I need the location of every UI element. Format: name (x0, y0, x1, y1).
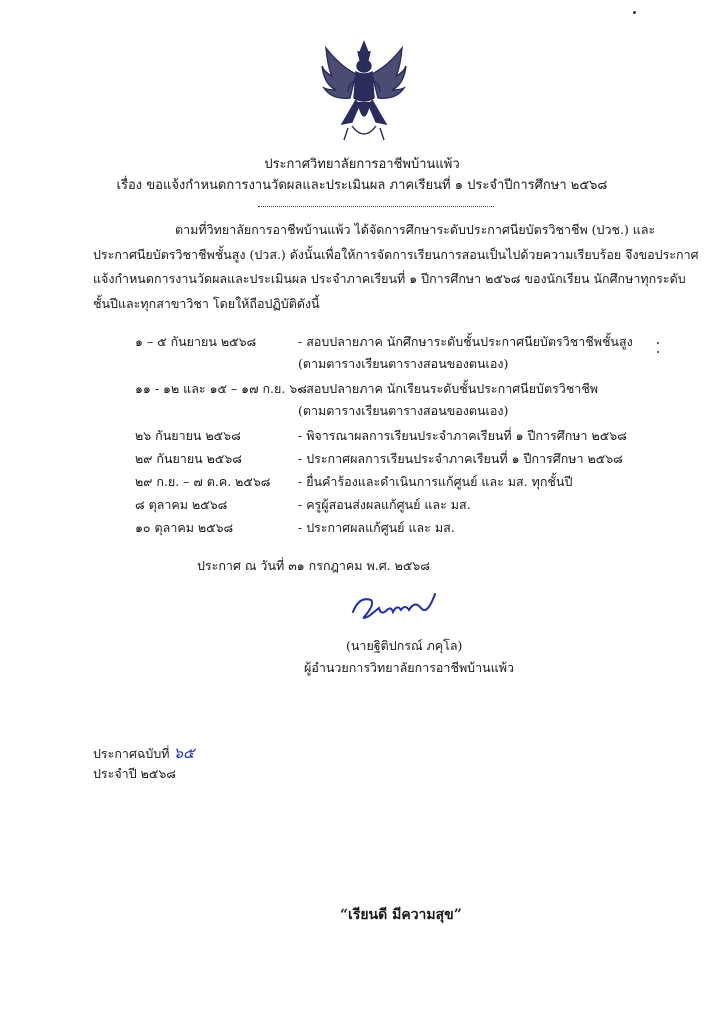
scan-speck (633, 11, 636, 14)
schedule-description: - ครูผู้สอนส่งผลแก้ศูนย์ และ มส. (298, 497, 471, 512)
signatory-name: (นายฐิติปกรณ์ ภคุโล) (346, 638, 463, 653)
schedule-description: - ประกาศผลการเรียนประจำภาคเรียนที่ ๑ ปีการศึกษา ๒๕๖๘ (298, 451, 623, 466)
body-line: ชั้นปีและทุกสาขาวิชา โดยให้ถือปฏิบัติดังนี้ (93, 295, 320, 311)
document-title: ประกาศวิทยาลัยการอาชีพบ้านแพ้ว (264, 157, 460, 172)
schedule-date: ๒๙ กันยายน ๒๕๖๘ (135, 451, 242, 466)
body-line: แจ้งกำหนดการงานวัดผลและประเมินผล ประจำภาคเรียนที่ ๑ ปีการศึกษา ๒๕๖๘ ของนักเรียน นักศึกษาทุกระดับ (93, 271, 686, 286)
schedule-date: ๒๙ ก.ย. – ๗ ต.ค. ๒๕๖๘ (135, 474, 271, 489)
body-line: ประกาศนียบัตรวิชาชีพชั้นสูง (ปวส.) ดังนั้นเพื่อให้การจัดการเรียนการสอนเป็นไปด้วยความเรียบร้อย จึงขอประกาศ (93, 246, 699, 262)
schedule-description: - ยื่นคำร้องและดำเนินการแก้ศูนย์ และ มส. ทุกชั้นปี (298, 474, 573, 489)
scan-speck (657, 351, 659, 353)
signatory-position: ผู้อำนวยการวิทยาลัยการอาชีพบ้านแพ้ว (304, 660, 514, 675)
schedule-description: - พิจารณาผลการเรียนประจำภาคเรียนที่ ๑ ปีการศึกษา ๒๕๖๘ (298, 428, 627, 443)
title-divider (258, 206, 494, 207)
schedule-note: (ตามตารางเรียนตารางสอนของตนเอง) (298, 356, 509, 371)
schedule-date: ๑๐ ตุลาคม ๒๕๖๘ (135, 520, 234, 535)
announcement-year: ประจำปี ๒๕๖๘ (93, 766, 176, 781)
body-paragraph (93, 218, 699, 316)
body-line: ตามที่วิทยาลัยการอาชีพบ้านแพ้ว ได้จัดการศึกษาระดับประกาศนียบัตรวิชาชีพ (ปวช.) และ (175, 222, 656, 237)
signature-icon (345, 586, 445, 626)
scan-speck (657, 342, 659, 344)
schedule-date: ๑ – ๕ กันยายน ๒๕๖๘ (135, 334, 257, 349)
schedule-description: - สอบปลายภาค นักเรียนระดับชั้นประกาศนียบัตรวิชาชีพ (298, 381, 599, 396)
announcement-number (93, 741, 194, 765)
garuda-emblem-icon (318, 38, 410, 148)
announcement-number-label: ประกาศฉบับที่ (93, 746, 170, 761)
schedule-date: ๒๖ กันยายน ๒๕๖๘ (135, 428, 241, 443)
announcement-number-value: ๖๕ (173, 744, 195, 762)
schedule-description: - ประกาศผลแก้ศูนย์ และ มส. (298, 520, 455, 535)
schedule-date: ๑๑ - ๑๒ และ ๑๕ – ๑๗ ก.ย. ๖๘ (135, 381, 307, 396)
schedule-description: - สอบปลายภาค นักศึกษาระดับชั้นประกาศนียบัตรวิชาชีพชั้นสูง (298, 334, 633, 349)
schedule-note: (ตามตารางเรียนตารางสอนของตนเอง) (298, 403, 509, 418)
issue-date: ประกาศ ณ วันที่ ๓๑ กรกฎาคม พ.ศ. ๒๕๖๘ (197, 558, 430, 573)
motto: “เรียนดี มีความสุข” (340, 907, 462, 923)
schedule-date: ๘ ตุลาคม ๒๕๖๘ (135, 497, 228, 512)
document-subject: เรื่อง ขอแจ้งกำหนดการงานวัดผลและประเมินผล ภาคเรียนที่ ๑ ประจำปีการศึกษา ๒๕๖๘ (116, 178, 608, 193)
